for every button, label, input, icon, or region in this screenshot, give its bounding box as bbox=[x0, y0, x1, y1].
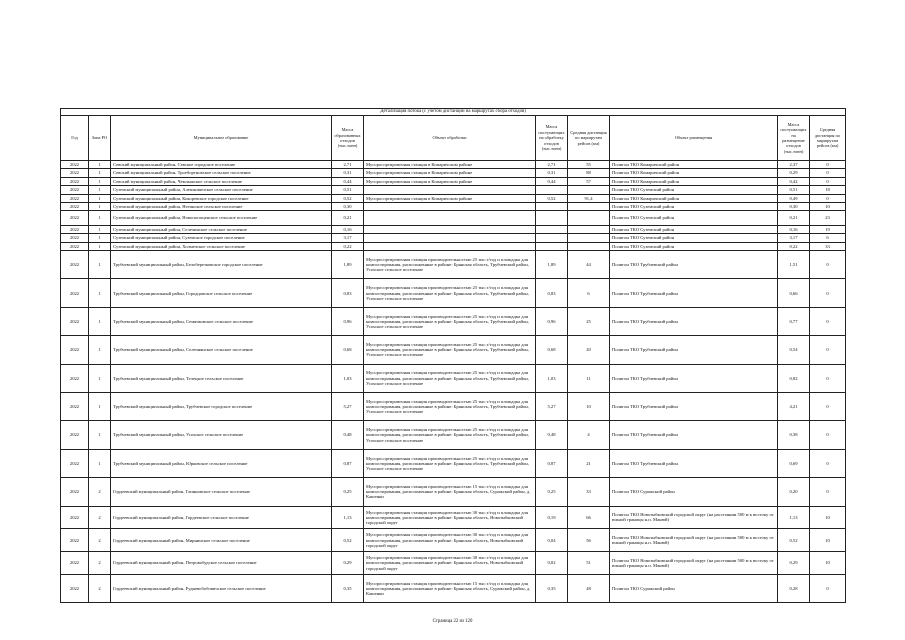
cell-disposal-distance: 23 bbox=[810, 211, 846, 226]
cell-disposal-distance: 18 bbox=[810, 186, 846, 194]
cell-zone: 1 bbox=[89, 194, 111, 202]
cell-zone: 1 bbox=[89, 211, 111, 226]
cell-year: 2022 bbox=[61, 529, 89, 552]
cell-generated-mass: 0,29 bbox=[332, 552, 364, 575]
cell-generated-mass: 0,44 bbox=[332, 177, 364, 185]
cell-year: 2022 bbox=[61, 279, 89, 307]
cell-processing-facility: Мусоросортировочная станция в Комаричском районе bbox=[364, 169, 536, 177]
cell-year: 2022 bbox=[61, 242, 89, 250]
cell-generated-mass: 0,51 bbox=[332, 186, 364, 194]
cell-municipality: Трубчевский муниципальный район, Белоберезковское городское поселение bbox=[111, 251, 332, 279]
cell-municipality: Суземский муниципальный район, Негинское сельское поселение bbox=[111, 202, 332, 210]
cell-year: 2022 bbox=[61, 234, 89, 242]
cell-zone: 1 bbox=[89, 169, 111, 177]
cell-disposal-facility: Полигон ТКО Трубчевский район bbox=[610, 279, 778, 307]
cell-year: 2022 bbox=[61, 177, 89, 185]
cell-processing-facility bbox=[364, 186, 536, 194]
cell-disposal-mass: 0,49 bbox=[778, 194, 810, 202]
cell-year: 2022 bbox=[61, 421, 89, 449]
cell-disposal-distance: 0 bbox=[810, 449, 846, 477]
header-processing-distance: Средняя дистанция по маршрутам рейсов (км) bbox=[568, 116, 610, 161]
cell-disposal-mass: 1,51 bbox=[778, 251, 810, 279]
cell-processing-facility: Мусоросортировочная станция производительностью 30 тыс.т/год и площадка для компостирования, расположенные в районе: Брянская область, Новозыбковский городской округ bbox=[364, 529, 536, 552]
cell-processing-distance bbox=[568, 186, 610, 194]
cell-processing-distance: 44 bbox=[568, 251, 610, 279]
cell-municipality: Суземский муниципальный район, Алешковичское сельское поселение bbox=[111, 186, 332, 194]
cell-processing-facility: Мусоросортировочная станция производительностью 25 тыс.т/год и площадка для компостирования, расположенные в районе: Брянская область, Трубчевский район, Усохское сельское поселение bbox=[364, 307, 536, 335]
cell-processing-distance: 88 bbox=[568, 169, 610, 177]
cell-processing-facility: Мусоросортировочная станция производительностью 25 тыс.т/год и площадка для компостирования, расположенные в районе: Брянская область, Трубчевский район, Усохское сельское поселение bbox=[364, 364, 536, 392]
cell-generated-mass: 0,16 bbox=[332, 225, 364, 233]
cell-processing-distance: 4 bbox=[568, 421, 610, 449]
cell-generated-mass: 1,89 bbox=[332, 251, 364, 279]
cell-generated-mass: 0,96 bbox=[332, 307, 364, 335]
cell-generated-mass: 0,52 bbox=[332, 529, 364, 552]
table-row bbox=[61, 552, 846, 575]
table-row bbox=[61, 161, 846, 169]
cell-generated-mass: 0,35 bbox=[332, 574, 364, 602]
cell-year: 2022 bbox=[61, 449, 89, 477]
header-year: Год bbox=[61, 116, 89, 161]
cell-zone: 1 bbox=[89, 364, 111, 392]
cell-disposal-distance: 0 bbox=[810, 177, 846, 185]
cell-processing-mass: 1,89 bbox=[536, 251, 568, 279]
cell-year: 2022 bbox=[61, 478, 89, 506]
cell-processing-mass: 0,48 bbox=[536, 421, 568, 449]
cell-zone: 1 bbox=[89, 336, 111, 364]
cell-processing-facility: Мусоросортировочная станция производительностью 30 тыс.т/год и площадка для компостирования, расположенные в районе: Брянская область, Новозыбковский городской округ bbox=[364, 506, 536, 529]
cell-year: 2022 bbox=[61, 211, 89, 226]
cell-disposal-facility: Полигон ТКО Суземский район bbox=[610, 186, 778, 194]
cell-generated-mass: 1,03 bbox=[332, 364, 364, 392]
cell-processing-distance: 33 bbox=[568, 478, 610, 506]
cell-disposal-facility: Полигон ТКО Трубчевский район bbox=[610, 449, 778, 477]
cell-zone: 1 bbox=[89, 234, 111, 242]
cell-municipality: Гордеевский муниципальный район, Глинновское сельское поселение bbox=[111, 478, 332, 506]
table-row bbox=[61, 242, 846, 250]
header-processing-mass: Масса поступающих на обработку отходов (тыс.тонн) bbox=[536, 116, 568, 161]
cell-disposal-distance: 0 bbox=[810, 161, 846, 169]
cell-municipality: Трубчевский муниципальный район, Трубчевское городское поселение bbox=[111, 392, 332, 420]
cell-disposal-distance: 0 bbox=[810, 169, 846, 177]
cell-municipality: Суземский муниципальный район, Суземское городское поселение bbox=[111, 234, 332, 242]
cell-generated-mass: 0,21 bbox=[332, 211, 364, 226]
cell-disposal-facility: Полигон ТКО Трубчевский район bbox=[610, 251, 778, 279]
cell-processing-facility: Мусоросортировочная станция производительностью 30 тыс.т/год и площадка для компостирования, расположенные в районе: Брянская область, Новозыбковский городской округ bbox=[364, 552, 536, 575]
cell-disposal-distance: 6 bbox=[810, 234, 846, 242]
cell-zone: 1 bbox=[89, 279, 111, 307]
cell-disposal-mass: 0,54 bbox=[778, 336, 810, 364]
table-row bbox=[61, 307, 846, 335]
report-sheet bbox=[60, 108, 845, 603]
cell-processing-facility: Мусоросортировочная станция в Комаричском районе bbox=[364, 194, 536, 202]
cell-disposal-distance: 10 bbox=[810, 529, 846, 552]
table-row bbox=[61, 225, 846, 233]
waste-flow-table bbox=[60, 108, 846, 603]
cell-year: 2022 bbox=[61, 506, 89, 529]
cell-municipality: Суземский муниципальный район, Селечинское сельское поселение bbox=[111, 225, 332, 233]
cell-year: 2022 bbox=[61, 574, 89, 602]
cell-processing-facility: Мусоросортировочная станция производительностью 15 тыс.т/год и площадка для компостирования, расположенные в районе: Брянская область, Суражский район, д. Кашенки bbox=[364, 574, 536, 602]
cell-zone: 2 bbox=[89, 574, 111, 602]
header-municipality: Муниципальное образование bbox=[111, 116, 332, 161]
cell-processing-distance: 25 bbox=[568, 307, 610, 335]
cell-disposal-facility: Полигон ТКО Суземский район bbox=[610, 225, 778, 233]
cell-processing-mass bbox=[536, 211, 568, 226]
cell-year: 2022 bbox=[61, 552, 89, 575]
cell-disposal-facility: Полигон ТКО Новозыбковский городской округ (на расстоянии 500 м к востоку от южной границы н.п. Манюй) bbox=[610, 529, 778, 552]
cell-year: 2022 bbox=[61, 392, 89, 420]
cell-municipality: Трубчевский муниципальный район, Усохское сельское поселение bbox=[111, 421, 332, 449]
cell-municipality: Севский муниципальный район, Чемлыжское сельское поселение bbox=[111, 177, 332, 185]
cell-disposal-mass: 1,13 bbox=[778, 506, 810, 529]
cell-processing-facility: Мусоросортировочная станция производительностью 25 тыс.т/год и площадка для компостирования, расположенные в районе: Брянская область, Трубчевский район, Усохское сельское поселение bbox=[364, 336, 536, 364]
cell-processing-mass: 0,25 bbox=[536, 478, 568, 506]
cell-disposal-distance: 0 bbox=[810, 364, 846, 392]
cell-disposal-mass: 0,52 bbox=[778, 529, 810, 552]
cell-municipality: Суземский муниципальный район, Кокоревское городское поселение bbox=[111, 194, 332, 202]
cell-generated-mass: 2,71 bbox=[332, 161, 364, 169]
cell-disposal-distance: 0 bbox=[810, 307, 846, 335]
cell-generated-mass: 0,25 bbox=[332, 478, 364, 506]
cell-processing-distance: 51 bbox=[568, 552, 610, 575]
cell-generated-mass: 0,68 bbox=[332, 336, 364, 364]
header-disposal-mass: Масса поступающих на размещение отходов (тыс.тонн) bbox=[778, 116, 810, 161]
cell-generated-mass: 0,30 bbox=[332, 202, 364, 210]
cell-disposal-distance: 33 bbox=[810, 242, 846, 250]
cell-processing-facility: Мусоросортировочная станция производительностью 25 тыс.т/год и площадка для компостирования, расположенные в районе: Брянская область, Трубчевский район, Усохское сельское поселение bbox=[364, 279, 536, 307]
table-row bbox=[61, 478, 846, 506]
cell-disposal-facility: Полигон ТКО Новозыбковский городской округ (на расстоянии 500 м к востоку от южной границы н.п. Манюй) bbox=[610, 506, 778, 529]
cell-disposal-facility: Полигон ТКО Суземский район bbox=[610, 211, 778, 226]
cell-zone: 1 bbox=[89, 242, 111, 250]
cell-processing-facility: Мусоросортировочная станция в Комаричском районе bbox=[364, 177, 536, 185]
cell-processing-distance: 20 bbox=[568, 336, 610, 364]
cell-disposal-facility: Полигон ТКО Трубчевский район bbox=[610, 421, 778, 449]
cell-zone: 1 bbox=[89, 251, 111, 279]
cell-disposal-mass: 0,69 bbox=[778, 449, 810, 477]
cell-municipality: Гордеевский муниципальный район, Рудневобобовичское сельское поселение bbox=[111, 574, 332, 602]
table-row bbox=[61, 279, 846, 307]
cell-zone: 2 bbox=[89, 478, 111, 506]
cell-municipality: Гордеевский муниципальный район, Петровобудское сельское поселение bbox=[111, 552, 332, 575]
header-zone: Зона РО bbox=[89, 116, 111, 161]
cell-disposal-mass: 0,29 bbox=[778, 552, 810, 575]
cell-processing-distance bbox=[568, 242, 610, 250]
cell-processing-mass: 0,04 bbox=[536, 529, 568, 552]
cell-municipality: Севский муниципальный район, Севское городское поселение bbox=[111, 161, 332, 169]
cell-processing-mass: 0,96 bbox=[536, 307, 568, 335]
cell-year: 2022 bbox=[61, 225, 89, 233]
table-row bbox=[61, 194, 846, 202]
cell-disposal-distance: 0 bbox=[810, 251, 846, 279]
cell-disposal-mass: 0,29 bbox=[778, 169, 810, 177]
cell-zone: 2 bbox=[89, 506, 111, 529]
table-row bbox=[61, 177, 846, 185]
cell-generated-mass: 0,52 bbox=[332, 194, 364, 202]
cell-disposal-distance: 0 bbox=[810, 392, 846, 420]
cell-processing-mass: 0,19 bbox=[536, 506, 568, 529]
table-row bbox=[61, 234, 846, 242]
cell-zone: 2 bbox=[89, 529, 111, 552]
cell-disposal-facility: Полигон ТКО Комаричский район bbox=[610, 169, 778, 177]
cell-processing-facility: Мусоросортировочная станция производительностью 25 тыс.т/год и площадка для компостирования, расположенные в районе: Брянская область, Трубчевский район, Усохское сельское поселение bbox=[364, 421, 536, 449]
cell-zone: 1 bbox=[89, 202, 111, 210]
cell-disposal-mass: 0,16 bbox=[778, 225, 810, 233]
cell-processing-mass: 0,52 bbox=[536, 194, 568, 202]
cell-municipality: Трубчевский муниципальный район, Юрковское сельское поселение bbox=[111, 449, 332, 477]
cell-disposal-facility: Полигон ТКО Суражский район bbox=[610, 478, 778, 506]
cell-municipality: Трубчевский муниципальный район, Семячковское сельское поселение bbox=[111, 307, 332, 335]
cell-zone: 1 bbox=[89, 177, 111, 185]
cell-disposal-mass: 0,51 bbox=[778, 186, 810, 194]
cell-disposal-facility: Полигон ТКО Суземский район bbox=[610, 202, 778, 210]
cell-processing-mass: 0,87 bbox=[536, 449, 568, 477]
table-row bbox=[61, 574, 846, 602]
table-body bbox=[61, 161, 846, 603]
cell-processing-mass: 0,35 bbox=[536, 574, 568, 602]
cell-zone: 1 bbox=[89, 449, 111, 477]
cell-disposal-facility: Полигон ТКО Трубчевский район bbox=[610, 307, 778, 335]
table-row bbox=[61, 211, 846, 226]
header-processing-facility: Объект обработки bbox=[364, 116, 536, 161]
header-row bbox=[61, 116, 846, 161]
cell-zone: 1 bbox=[89, 161, 111, 169]
cell-processing-distance bbox=[568, 211, 610, 226]
cell-disposal-facility: Полигон ТКО Новозыбковский городской округ (на расстоянии 500 м к востоку от южной границы н.п. Манюй) bbox=[610, 552, 778, 575]
cell-processing-distance: 66 bbox=[568, 506, 610, 529]
cell-disposal-distance: 0 bbox=[810, 574, 846, 602]
cell-disposal-distance: 19 bbox=[810, 225, 846, 233]
cell-generated-mass: 3,17 bbox=[332, 234, 364, 242]
table-row bbox=[61, 186, 846, 194]
cell-processing-mass bbox=[536, 186, 568, 194]
cell-zone: 1 bbox=[89, 225, 111, 233]
cell-year: 2022 bbox=[61, 336, 89, 364]
table-row bbox=[61, 251, 846, 279]
cell-municipality: Трубчевский муниципальный район, Городцовское сельское поселение bbox=[111, 279, 332, 307]
cell-processing-distance: 56 bbox=[568, 529, 610, 552]
cell-municipality: Севский муниципальный район, Троебортновское сельское поселение bbox=[111, 169, 332, 177]
cell-disposal-facility: Полигон ТКО Трубчевский район bbox=[610, 364, 778, 392]
cell-year: 2022 bbox=[61, 307, 89, 335]
table-row bbox=[61, 506, 846, 529]
page-footer: Страница 22 из 120 bbox=[432, 619, 473, 624]
cell-municipality: Гордеевский муниципальный район, Гордеевское сельское поселение bbox=[111, 506, 332, 529]
cell-disposal-facility: Полигон ТКО Комаричский район bbox=[610, 194, 778, 202]
cell-year: 2022 bbox=[61, 202, 89, 210]
table-caption: Детализация потока (с учетом дистанций на маршрутах сбора отходов) bbox=[61, 109, 846, 116]
cell-disposal-facility: Полигон ТКО Трубчевский район bbox=[610, 392, 778, 420]
cell-municipality: Гордеевский муниципальный район, Мирнинское сельское поселение bbox=[111, 529, 332, 552]
cell-processing-distance bbox=[568, 202, 610, 210]
cell-year: 2022 bbox=[61, 194, 89, 202]
header-disposal-facility: Объект размещения bbox=[610, 116, 778, 161]
cell-processing-distance: 11 bbox=[568, 364, 610, 392]
cell-municipality: Суземский муниципальный район, Новопогощенское сельское поселение bbox=[111, 211, 332, 226]
table-row bbox=[61, 449, 846, 477]
cell-disposal-mass: 0,38 bbox=[778, 421, 810, 449]
cell-processing-distance: 48 bbox=[568, 574, 610, 602]
cell-zone: 1 bbox=[89, 307, 111, 335]
cell-processing-mass: 2,71 bbox=[536, 161, 568, 169]
cell-disposal-mass: 0,22 bbox=[778, 242, 810, 250]
cell-zone: 1 bbox=[89, 186, 111, 194]
cell-processing-distance: 57 bbox=[568, 177, 610, 185]
cell-disposal-distance: 10 bbox=[810, 552, 846, 575]
cell-disposal-mass: 0,66 bbox=[778, 279, 810, 307]
cell-disposal-facility: Полигон ТКО Суземский район bbox=[610, 242, 778, 250]
cell-processing-mass: 0,31 bbox=[536, 169, 568, 177]
cell-disposal-distance: 0 bbox=[810, 421, 846, 449]
cell-disposal-mass: 0,30 bbox=[778, 202, 810, 210]
cell-processing-facility bbox=[364, 202, 536, 210]
header-generated-mass: Масса образованных отходов (тыс.тонн) bbox=[332, 116, 364, 161]
cell-disposal-distance: 0 bbox=[810, 279, 846, 307]
cell-processing-mass bbox=[536, 234, 568, 242]
cell-processing-distance bbox=[568, 225, 610, 233]
cell-generated-mass: 0,48 bbox=[332, 421, 364, 449]
cell-zone: 2 bbox=[89, 552, 111, 575]
cell-processing-facility: Мусоросортировочная станция производительностью 25 тыс.т/год и площадка для компостирования, расположенные в районе: Брянская область, Трубчевский район, Усохское сельское поселение bbox=[364, 392, 536, 420]
cell-processing-mass: 1,03 bbox=[536, 364, 568, 392]
cell-processing-mass bbox=[536, 242, 568, 250]
cell-processing-facility bbox=[364, 242, 536, 250]
cell-municipality: Трубчевский муниципальный район, Селечнянское сельское поселение bbox=[111, 336, 332, 364]
cell-processing-facility: Мусоросортировочная станция в Комаричском районе bbox=[364, 161, 536, 169]
cell-generated-mass: 0,31 bbox=[332, 169, 364, 177]
table-row bbox=[61, 529, 846, 552]
cell-disposal-facility: Полигон ТКО Трубчевский район bbox=[610, 336, 778, 364]
cell-disposal-mass: 0,77 bbox=[778, 307, 810, 335]
cell-municipality: Трубчевский муниципальный район, Телецкое сельское поселение bbox=[111, 364, 332, 392]
cell-processing-mass bbox=[536, 225, 568, 233]
cell-disposal-facility: Полигон ТКО Комаричский район bbox=[610, 161, 778, 169]
cell-municipality: Суземский муниципальный район, Холмечское сельское поселение bbox=[111, 242, 332, 250]
cell-year: 2022 bbox=[61, 161, 89, 169]
cell-disposal-mass: 4,21 bbox=[778, 392, 810, 420]
cell-disposal-mass: 0,20 bbox=[778, 478, 810, 506]
cell-processing-distance bbox=[568, 234, 610, 242]
cell-generated-mass: 5,27 bbox=[332, 392, 364, 420]
cell-processing-distance: 91,4 bbox=[568, 194, 610, 202]
cell-zone: 1 bbox=[89, 421, 111, 449]
cell-disposal-mass: 3,17 bbox=[778, 234, 810, 242]
table-row bbox=[61, 202, 846, 210]
cell-generated-mass: 0,22 bbox=[332, 242, 364, 250]
table-row bbox=[61, 392, 846, 420]
cell-processing-facility: Мусоросортировочная станция производительностью 25 тыс.т/год и площадка для компостирования, расположенные в районе: Брянская область, Трубчевский район, Усохское сельское поселение bbox=[364, 449, 536, 477]
cell-disposal-mass: 0,28 bbox=[778, 574, 810, 602]
cell-generated-mass: 0,83 bbox=[332, 279, 364, 307]
cell-processing-mass: 5,27 bbox=[536, 392, 568, 420]
cell-year: 2022 bbox=[61, 364, 89, 392]
cell-generated-mass: 0,87 bbox=[332, 449, 364, 477]
cell-processing-mass bbox=[536, 202, 568, 210]
cell-disposal-mass: 0,42 bbox=[778, 177, 810, 185]
cell-generated-mass: 1,13 bbox=[332, 506, 364, 529]
table-row bbox=[61, 169, 846, 177]
cell-disposal-distance: 10 bbox=[810, 506, 846, 529]
cell-disposal-mass: 2,37 bbox=[778, 161, 810, 169]
cell-disposal-distance: 0 bbox=[810, 194, 846, 202]
cell-processing-facility: Мусоросортировочная станция производительностью 15 тыс.т/год и площадка для компостирования, расположенные в районе: Брянская область, Суражский район, д. Кашенки bbox=[364, 478, 536, 506]
cell-processing-distance: 10 bbox=[568, 392, 610, 420]
cell-disposal-facility: Полигон ТКО Суземский район bbox=[610, 234, 778, 242]
cell-disposal-distance: 0 bbox=[810, 478, 846, 506]
table-row bbox=[61, 364, 846, 392]
table-row bbox=[61, 421, 846, 449]
cell-processing-facility: Мусоросортировочная станция производительностью 25 тыс.т/год и площадка для компостирования, расположенные в районе: Брянская область, Трубчевский район, Усохское сельское поселение bbox=[364, 251, 536, 279]
cell-processing-facility bbox=[364, 211, 536, 226]
cell-processing-mass: 0,44 bbox=[536, 177, 568, 185]
cell-processing-distance: 21 bbox=[568, 449, 610, 477]
cell-processing-distance: 55 bbox=[568, 161, 610, 169]
cell-processing-mass: 0,83 bbox=[536, 279, 568, 307]
cell-processing-facility bbox=[364, 234, 536, 242]
cell-processing-distance: 6 bbox=[568, 279, 610, 307]
header-disposal-distance: Средняя дистанция по маршрутам рейсов (км) bbox=[810, 116, 846, 161]
table-row bbox=[61, 336, 846, 364]
cell-processing-facility bbox=[364, 225, 536, 233]
cell-processing-mass: 0,68 bbox=[536, 336, 568, 364]
cell-disposal-distance: 10 bbox=[810, 202, 846, 210]
cell-disposal-facility: Полигон ТКО Суражский район bbox=[610, 574, 778, 602]
cell-year: 2022 bbox=[61, 186, 89, 194]
cell-disposal-mass: 0,82 bbox=[778, 364, 810, 392]
cell-disposal-facility: Полигон ТКО Комаричский район bbox=[610, 177, 778, 185]
cell-year: 2022 bbox=[61, 251, 89, 279]
cell-disposal-mass: 0,21 bbox=[778, 211, 810, 226]
cell-disposal-distance: 0 bbox=[810, 336, 846, 364]
cell-processing-mass: 0,02 bbox=[536, 552, 568, 575]
cell-year: 2022 bbox=[61, 169, 89, 177]
cell-zone: 1 bbox=[89, 392, 111, 420]
